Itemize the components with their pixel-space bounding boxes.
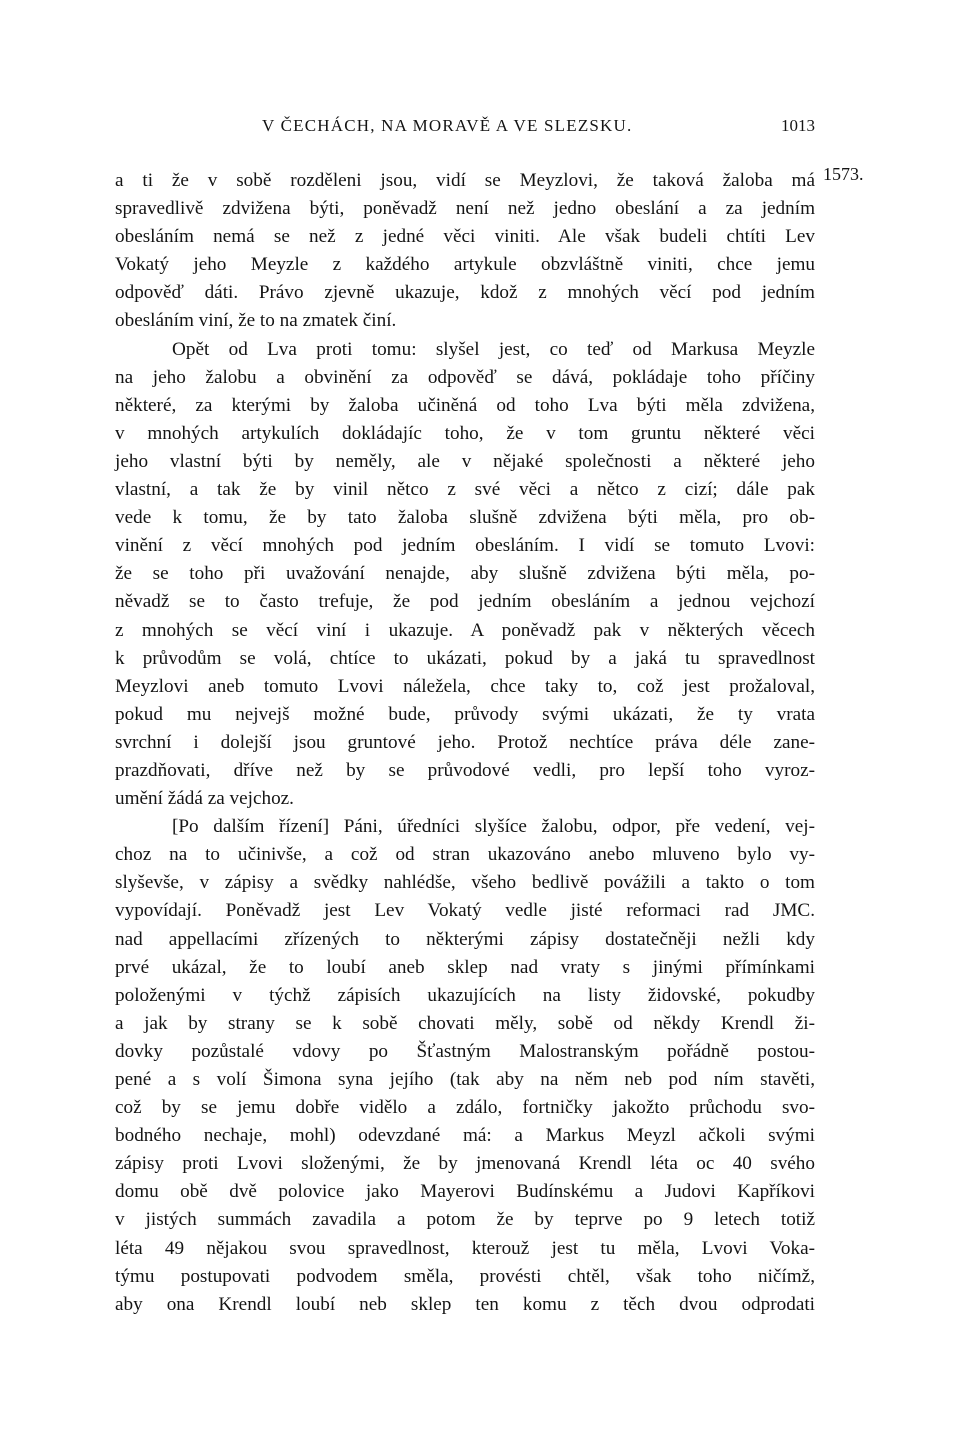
text-line: Vokatý jeho Meyzle z každého artykule obzvláštně viniti, chce jemu — [115, 254, 815, 276]
paragraph — [115, 813, 815, 1319]
text-line: bodného nechaje, mohl) odevzdané má: a Markus Meyzl ačkoli svými — [115, 1125, 815, 1147]
text-line: vlastní, a tak že by vinil nětco z své věci a nětco z cizí; dále pak — [115, 479, 815, 501]
text-line: což by se jemu dobře vidělo a zdálo, fortničky jakožto průchodu svo- — [115, 1097, 815, 1119]
text-line: položenými v týchž zápisích ukazujících na listy židovské, pokudby — [115, 984, 815, 1006]
text-line: umění žádá za vejchoz. — [115, 788, 294, 810]
text-line: vinění z věcí mnohých pod jedním obesláním. I vidí se tomuto Lvovi: — [115, 535, 815, 557]
text-line: a jak by strany se k sobě chovati měly, sobě od někdy Krendl ži- — [115, 1012, 815, 1034]
text-line: spravedlivě zdvižena býti, poněvadž není než jedno obeslání a za jedním — [115, 198, 815, 220]
running-title: V ČECHÁCH, NA MORAVĚ A VE SLEZSKU. — [262, 116, 633, 135]
text-line: pené a s volí Šimona syna jejího (tak aby na něm neb pod ním stavěti, — [115, 1069, 815, 1090]
text-line: z mnohých se věcí viní i ukazuje. A poněvadž pak v některých věcech — [115, 619, 815, 641]
text-line: na jeho žalobu a obvinění za odpověď se dává, pokládaje toho příčiny — [115, 366, 815, 388]
text-line: svrchní i dolejší jsou gruntové jeho. Protož nechtíce práva déle zane- — [115, 731, 815, 753]
text-line: slyševše, v zápisy a svědky nahlédše, všeho bedlivě povážili a takto o tom — [115, 872, 815, 894]
paragraph — [115, 336, 815, 814]
text-line: že se toho při uvažování nenajde, aby slušně zdvižena býti měla, po- — [115, 563, 815, 585]
text-line: Meyzlovi aneb tomuto Lvovi náležela, chce taky to, což jest prožaloval, — [115, 675, 815, 697]
text-line: obesláním nemá se než z jedné věci viniti. Ale však budeli chtíti Lev — [115, 226, 815, 248]
text-line: a ti že v sobě rozděleni jsou, vidí se Meyzlovi, že taková žaloba má — [115, 170, 815, 191]
text-line: pokud mu nejvejš možné bude, průvody svými ukázati, že ty vrata — [115, 703, 815, 725]
text-line: [Po dalším řízení] Páni, úředníci slyšíce žalobu, odpor, pře vedení, vej- — [172, 816, 815, 838]
text-line: něvadž se to často trefuje, že pod jedním obesláním a jednou vejchozí — [115, 591, 815, 613]
text-line: jeho vlastní býti by neměly, ale v nějaké společnosti a některé jeho — [115, 450, 815, 472]
text-line: choz na to učinivše, a což od stran ukazováno anebo mluveno bylo vy- — [115, 844, 815, 866]
text-line: v jistých summách zavadila a potom že by teprve po 9 letech totiž — [115, 1209, 815, 1231]
text-line: dovky pozůstalé vdovy po Šťastným Malostranským pořádně postou- — [115, 1040, 815, 1062]
text-line: domu obě dvě polovice jako Mayerovi Budínskému a Judovi Kapříkovi — [115, 1181, 815, 1203]
body-text — [115, 167, 815, 1319]
paragraph — [115, 167, 815, 336]
page-number: 1013 — [781, 116, 815, 135]
text-line: prvé ukázal, že to loubí aneb sklep nad vraty s jinými přímínkami — [115, 956, 815, 978]
text-line: prazdňovati, dříve než by se průvodové vedli, pro lepší toho vyroz- — [115, 759, 815, 781]
text-line: vypovídají. Poněvadž jest Lev Vokatý vedle jisté reformaci rad JMC. — [115, 900, 815, 922]
text-line: nad appellacími zřízených to některými zápisy dostatečněji nežli kdy — [115, 928, 815, 950]
text-line: Opět od Lva proti tomu: slyšel jest, co teď od Markusa Meyzle — [172, 338, 815, 360]
text-line: aby ona Krendl loubí neb sklep ten komu z těch dvou odprodati — [115, 1293, 815, 1315]
text-line: některé, za kterými by žaloba učiněná od toho Lva býti měla zdvižena, — [115, 394, 815, 416]
text-line: v mnohých artykulích dokládajíc toho, že v tom gruntu některé věci — [115, 422, 815, 444]
text-line: zápisy proti Lvovi složenými, že by jmenovaná Krendl léta oc 40 svého — [115, 1153, 815, 1175]
text-line: obesláním viní, že to na zmatek činí. — [115, 310, 397, 332]
text-line: týmu postupovati podvodem směla, provésti chtěl, však toho ničímž, — [115, 1265, 815, 1287]
text-line: k průvodům se volá, chtíce to ukázati, pokud by a jaká tu spravedlnost — [115, 647, 815, 669]
running-head — [115, 116, 815, 140]
text-line: odpověď dáti. Právo zjevně ukazuje, kdož z mnohých věcí pod jedním — [115, 282, 815, 304]
margin-year-note: 1573. — [823, 164, 864, 184]
text-line: vede k tomu, že by tato žaloba slušně zdvižena býti měla, pro ob- — [115, 507, 815, 529]
text-line: léta 49 nějakou svou spravedlnost, kterouž jest tu měla, Lvovi Voka- — [115, 1237, 815, 1259]
